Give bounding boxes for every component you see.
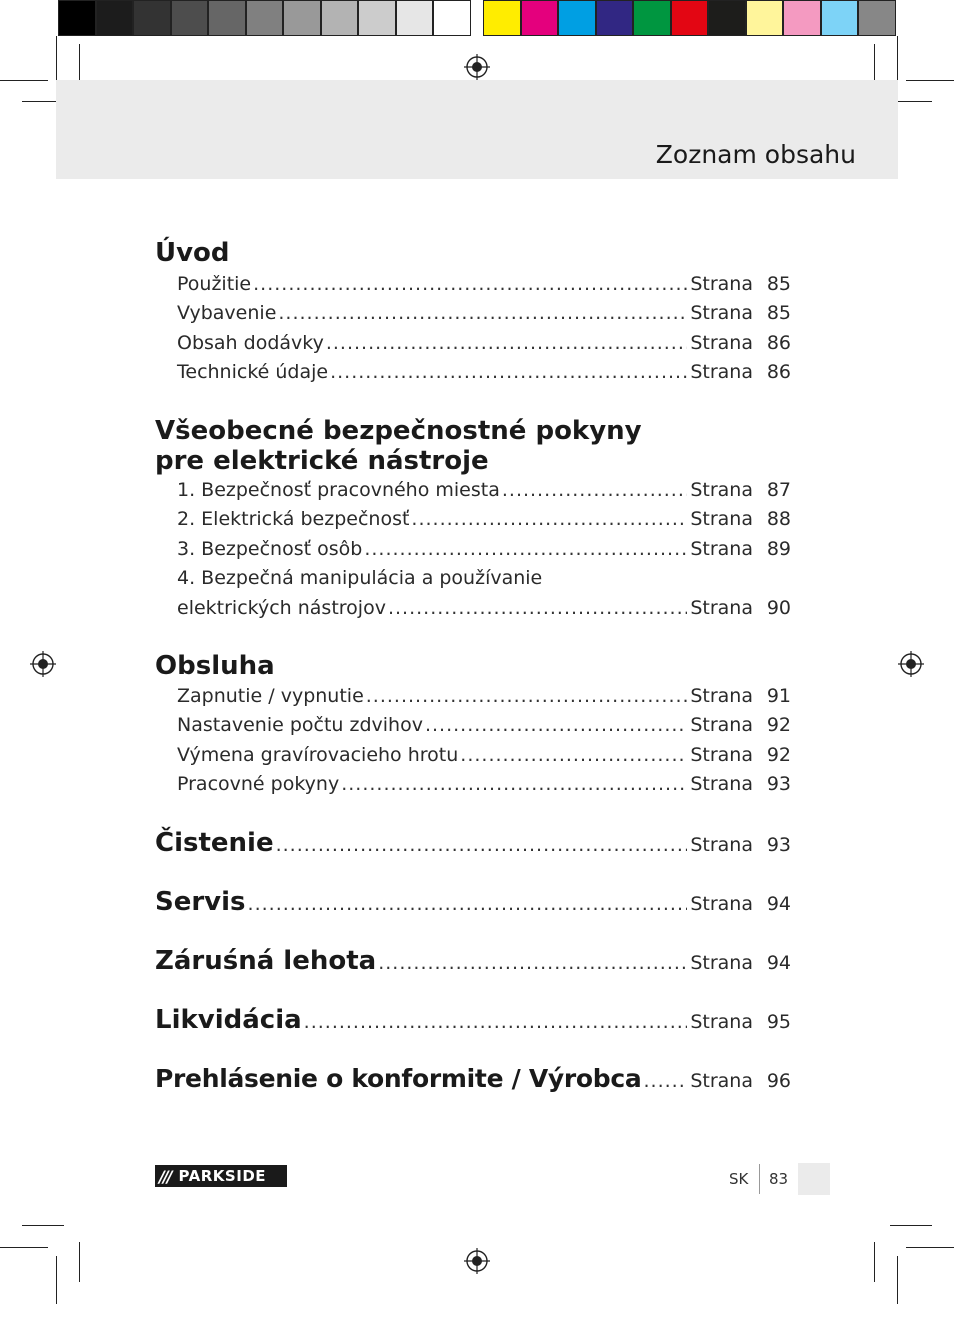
leader-dots	[330, 361, 687, 383]
toc-entry-label: Obsah dodávky	[177, 332, 324, 354]
logo-text: PARKSIDE	[178, 1167, 267, 1185]
crop-mark	[0, 1247, 48, 1248]
toc-entry[interactable]	[177, 302, 791, 326]
toc-main-entry-cistenie[interactable]	[155, 828, 791, 860]
toc-main-entry-conformity[interactable]	[155, 1064, 791, 1096]
toc-page-number: 90	[766, 597, 791, 619]
toc-page-prefix: Strana	[690, 714, 753, 736]
toc-entry-label: Nastavenie počtu zdvihov	[177, 714, 423, 736]
color-swatch	[783, 0, 821, 36]
toc-page-number: 93	[766, 773, 791, 795]
crop-mark	[906, 80, 954, 81]
toc-main-entry-label: Prehlásenie o konformite / Výrobca	[155, 1064, 642, 1093]
leader-dots	[304, 1011, 688, 1033]
toc-entry-label: Použitie	[177, 273, 252, 295]
toc-entry-label-line1[interactable]: 4. Bezpečná manipulácia a používanie	[177, 567, 543, 589]
registration-mark-icon	[898, 651, 924, 677]
toc-entry[interactable]	[177, 361, 791, 385]
toc-entry[interactable]	[177, 773, 791, 797]
crop-mark	[79, 44, 80, 84]
page-number: 83	[769, 1170, 789, 1188]
toc-page-prefix: Strana	[690, 332, 753, 354]
registration-mark-icon	[464, 54, 490, 80]
color-bar	[483, 0, 896, 38]
toc-entry[interactable]	[177, 597, 791, 621]
color-swatch	[321, 0, 359, 36]
toc-page-prefix: Strana	[690, 479, 753, 501]
toc-entry[interactable]	[177, 538, 791, 562]
toc-entry[interactable]	[177, 714, 791, 738]
leader-dots	[326, 332, 688, 354]
toc-page-number: 87	[766, 479, 791, 501]
color-swatch	[396, 0, 434, 36]
toc-page-number: 95	[766, 1011, 791, 1033]
color-swatch	[821, 0, 859, 36]
footer-tab-box	[798, 1163, 830, 1195]
color-swatch	[358, 0, 396, 36]
toc-main-entry-label: Likvidácia	[155, 1005, 302, 1035]
crop-mark	[890, 1225, 932, 1226]
toc-page-prefix: Strana	[690, 302, 753, 324]
leader-dots	[378, 952, 687, 974]
language-code: SK	[729, 1170, 749, 1188]
toc-page-number: 85	[766, 302, 791, 324]
color-swatch	[596, 0, 634, 36]
color-swatch	[633, 0, 671, 36]
leader-dots	[388, 597, 687, 619]
registration-mark-icon	[464, 1248, 490, 1274]
color-swatch	[708, 0, 746, 36]
toc-entry[interactable]	[177, 273, 791, 297]
toc-page-prefix: Strana	[690, 508, 753, 530]
leader-dots	[502, 479, 687, 501]
toc-page-number: 93	[766, 834, 791, 856]
leader-dots	[644, 1070, 688, 1092]
color-swatch	[558, 0, 596, 36]
toc-page-number: 91	[766, 685, 791, 707]
color-swatch	[858, 0, 896, 36]
toc-page-number: 86	[766, 332, 791, 354]
toc-page-number: 94	[766, 893, 791, 915]
logo-slashes: ///	[159, 1166, 171, 1186]
leader-dots	[425, 714, 687, 736]
color-swatch	[746, 0, 784, 36]
toc-main-entry-disposal[interactable]	[155, 1005, 791, 1037]
section-heading-safety-line1: Všeobecné bezpečnostné pokyny	[155, 416, 642, 446]
toc-page-prefix: Strana	[690, 597, 753, 619]
toc-page-number: 96	[766, 1070, 791, 1092]
parkside-logo	[155, 1165, 287, 1187]
crop-mark	[906, 1247, 954, 1248]
toc-page-prefix: Strana	[690, 685, 753, 707]
toc-page-prefix: Strana	[690, 361, 753, 383]
toc-main-entry-label: Servis	[155, 887, 246, 917]
toc-page-number: 92	[766, 744, 791, 766]
toc-entry-label: Technické údaje	[177, 361, 329, 383]
crop-mark	[56, 36, 57, 80]
toc-main-entry-servis[interactable]	[155, 887, 791, 919]
leader-dots	[253, 273, 687, 295]
color-swatch	[96, 0, 134, 36]
toc-page-prefix: Strana	[690, 273, 753, 295]
toc-page-prefix: Strana	[690, 1011, 753, 1033]
toc-entry[interactable]	[177, 744, 791, 768]
toc-page-prefix: Strana	[690, 893, 753, 915]
color-swatch	[483, 0, 521, 36]
toc-page-number: 94	[766, 952, 791, 974]
crop-mark	[874, 44, 875, 84]
toc-entry[interactable]	[177, 332, 791, 356]
page-title: Zoznam obsahu	[655, 140, 856, 169]
toc-page-number: 88	[766, 508, 791, 530]
toc-entry[interactable]	[177, 479, 791, 503]
footer-divider	[759, 1164, 760, 1194]
toc-entry-label: Výmena gravírovacieho hrotu	[177, 744, 459, 766]
toc-page-number: 92	[766, 714, 791, 736]
toc-main-entry-label: Čistenie	[155, 828, 274, 858]
toc-page-prefix: Strana	[690, 538, 753, 560]
leader-dots	[411, 508, 687, 530]
registration-mark-icon	[30, 651, 56, 677]
color-swatch	[208, 0, 246, 36]
toc-entry-label: 3. Bezpečnosť osôb	[177, 538, 363, 560]
crop-mark	[874, 1242, 875, 1282]
toc-entry-label: Vybavenie	[177, 302, 277, 324]
crop-mark	[56, 1256, 57, 1304]
toc-entry-label: Zapnutie / vypnutie	[177, 685, 364, 707]
toc-page-prefix: Strana	[690, 773, 753, 795]
toc-main-entry-label: Záruśná lehota	[155, 946, 377, 976]
color-swatch	[171, 0, 209, 36]
section-heading-obsluha: Obsluha	[155, 651, 275, 681]
toc-page-prefix: Strana	[690, 834, 753, 856]
crop-mark	[0, 80, 48, 81]
leader-dots	[276, 834, 688, 856]
leader-dots	[460, 744, 687, 766]
leader-dots	[366, 685, 688, 707]
color-swatch	[133, 0, 171, 36]
leader-dots	[248, 893, 688, 915]
toc-entry-label: 2. Elektrická bezpečnosť	[177, 508, 410, 530]
toc-page-number: 86	[766, 361, 791, 383]
toc-main-entry-warranty[interactable]	[155, 946, 791, 978]
leader-dots	[341, 773, 687, 795]
toc-entry-label: elektrických nástrojov	[177, 597, 386, 619]
section-heading-safety-line2: pre elektrické nástroje	[155, 446, 489, 476]
crop-mark	[897, 1256, 898, 1304]
toc-page-number: 85	[766, 273, 791, 295]
leader-dots	[278, 302, 687, 324]
toc-page-prefix: Strana	[690, 952, 753, 974]
color-swatch	[433, 0, 471, 36]
crop-mark	[22, 1225, 64, 1226]
toc-page-prefix: Strana	[690, 1070, 753, 1092]
color-swatch	[521, 0, 559, 36]
toc-entry[interactable]	[177, 685, 791, 709]
section-heading-uvod: Úvod	[155, 238, 230, 268]
toc-entry-label: Pracovné pokyny	[177, 773, 340, 795]
toc-page-prefix: Strana	[690, 744, 753, 766]
grayscale-bar	[58, 0, 471, 38]
toc-entry-label: 1. Bezpečnosť pracovného miesta	[177, 479, 500, 501]
color-swatch	[246, 0, 284, 36]
color-swatch	[58, 0, 96, 36]
crop-mark	[79, 1242, 80, 1282]
toc-entry[interactable]	[177, 508, 791, 532]
toc-page-number: 89	[766, 538, 791, 560]
crop-mark	[897, 36, 898, 80]
leader-dots	[364, 538, 687, 560]
color-swatch	[671, 0, 709, 36]
color-swatch	[283, 0, 321, 36]
